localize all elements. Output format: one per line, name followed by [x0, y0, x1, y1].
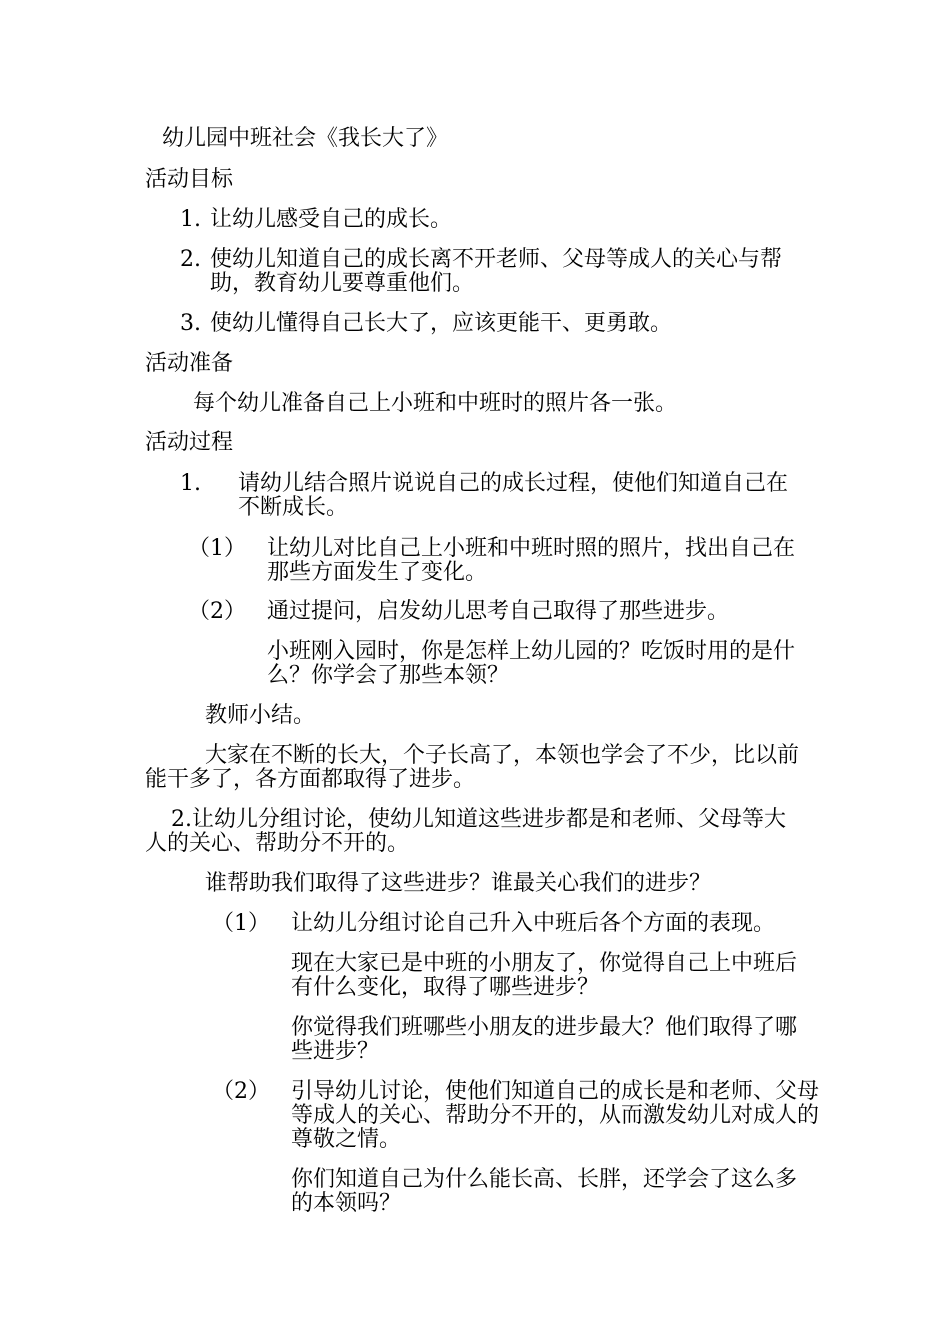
step-2-sub-1-number: （1）	[212, 911, 270, 936]
step-1-sub-2-text: 通过提问，启发幼儿思考自己取得了那些进步。	[267, 599, 730, 624]
step-2-sub-2-question: 你们知道自己为什么能长高、长胖，还学会了这么多的本领吗？	[291, 1167, 798, 1216]
section-heading-process: 活动过程	[145, 430, 234, 455]
goal-number-1: 1.	[180, 207, 201, 232]
step-1-sub-1-text: 让幼儿对比自己上小班和中班时照的照片，找出自己在那些方面发生了变化。	[267, 536, 796, 585]
document-title: 幼儿园中班社会《我长大了》	[162, 126, 449, 151]
step-2-text: 2.让幼儿分组讨论，使幼儿知道这些进步都是和老师、父母等大人的关心、帮助分不开的。	[145, 807, 786, 856]
step-2-sub-1-question-2: 你觉得我们班哪些小朋友的进步最大？他们取得了哪些进步？	[291, 1015, 798, 1064]
step-1-sub-1-number: （1）	[188, 536, 246, 561]
goal-number-2: 2.	[180, 247, 201, 272]
step-2-question: 谁帮助我们取得了这些进步？谁最关心我们的进步？	[205, 871, 712, 896]
teacher-summary-label: 教师小结。	[205, 703, 316, 728]
goal-number-3: 3.	[180, 311, 201, 336]
section-heading-preparation: 活动准备	[145, 351, 234, 376]
step-2-sub-1-question-1: 现在大家已是中班的小朋友了，你觉得自己上中班后有什么变化，取得了哪些进步？	[291, 951, 798, 1000]
step-2-sub-2-text: 引导幼儿讨论，使他们知道自己的成长是和老师、父母等成人的关心、帮助分不开的，从而激发幼儿对成人的尊敬之情。	[291, 1079, 820, 1152]
preparation-text: 每个幼儿准备自己上小班和中班时的照片各一张。	[193, 391, 678, 416]
teacher-summary-text: 大家在不断的长大，个子长高了，本领也学会了不少，比以前能干多了，各方面都取得了进步。	[145, 743, 800, 792]
step-2-sub-2-number: （2）	[212, 1079, 270, 1104]
goal-item-3: 使幼儿懂得自己长大了，应该更能干、更勇敢。	[210, 311, 673, 336]
step-1-sub-2-number: （2）	[188, 599, 246, 624]
step-2-sub-1-text: 让幼儿分组讨论自己升入中班后各个方面的表现。	[291, 911, 776, 936]
goal-item-1: 让幼儿感受自己的成长。	[210, 207, 453, 232]
section-heading-goals: 活动目标	[145, 167, 234, 192]
step-1-text: 请幼儿结合照片说说自己的成长过程，使他们知道自己在不断成长。	[238, 471, 789, 520]
step-1-number: 1.	[180, 471, 201, 496]
step-1-question: 小班刚入园时，你是怎样上幼儿园的？吃饭时用的是什么？你学会了那些本领？	[267, 639, 796, 688]
goal-item-2: 使幼儿知道自己的成长离不开老师、父母等成人的关心与帮助，教育幼儿要尊重他们。	[210, 247, 783, 296]
